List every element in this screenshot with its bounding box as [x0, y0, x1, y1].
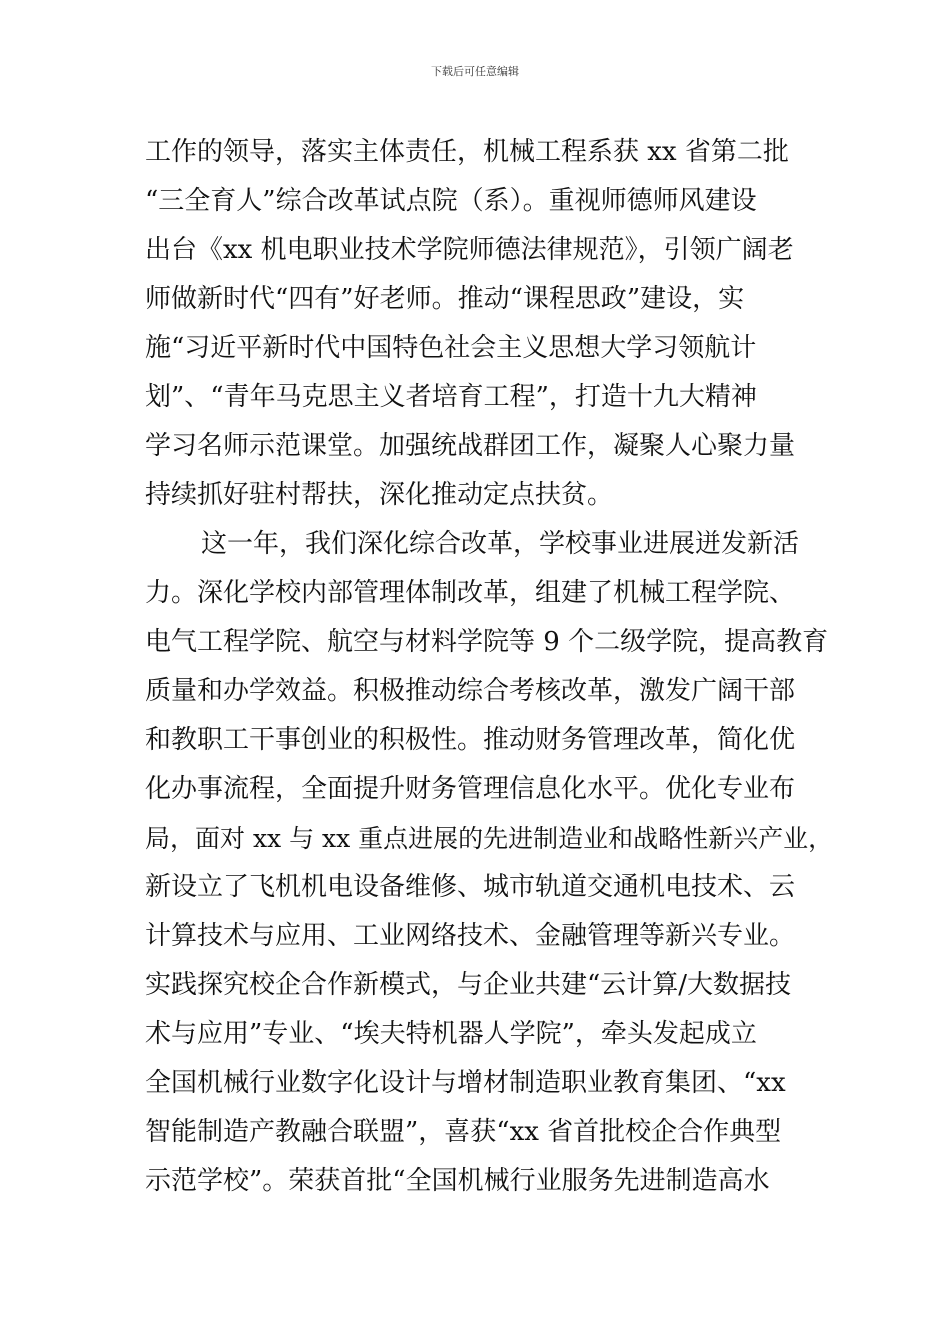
text-line: 这一年，我们深化综合改革，学校事业进展迸发新活 — [201, 529, 800, 559]
text-line: 示范学校”。荣获首批“全国机械行业服务先进制造高水 — [145, 1166, 770, 1196]
text-line: 施“习近平新时代中国特色社会主义思想大学习领航计 — [145, 333, 757, 363]
text-line: 和教职工干事创业的积极性。推动财务管理改革，简化优 — [145, 725, 796, 755]
text-line: 电气工程学院、航空与材料学院等 9 个二级学院，提高教育 — [145, 627, 829, 657]
text-line: 划”、“青年马克思主义者培育工程”，打造十九大精神 — [145, 382, 757, 412]
text-line: 学习名师示范课堂。加强统战群团工作，凝聚人心聚力量 — [145, 431, 796, 461]
paragraph — [145, 520, 835, 1206]
text-line: 化办事流程，全面提升财务管理信息化水平。优化专业布 — [145, 774, 796, 804]
document-body — [145, 128, 835, 1206]
paragraph — [145, 128, 835, 520]
page-header-note: 下载后可任意编辑 — [431, 65, 519, 78]
text-line: 持续抓好驻村帮扶，深化推动定点扶贫。 — [145, 480, 614, 510]
text-line: 智能制造产教融合联盟”，喜获“xx 省首批校企合作典型 — [145, 1117, 782, 1147]
text-line: 新设立了飞机机电设备维修、城市轨道交通机电技术、云 — [145, 872, 796, 902]
text-line: 全国机械行业数字化设计与增材制造职业教育集团、“xx — [145, 1068, 786, 1098]
text-line: “三全育人”综合改革试点院（系）。重视师德师风建设 — [145, 186, 757, 216]
text-line: 工作的领导，落实主体责任，机械工程系获 xx 省第二批 — [145, 137, 789, 167]
text-line: 出台《xx 机电职业技术学院师德法律规范》，引领广阔老 — [145, 235, 794, 265]
text-line: 力。深化学校内部管理体制改革，组建了机械工程学院、 — [145, 578, 796, 608]
text-line: 质量和办学效益。积极推动综合考核改革，激发广阔干部 — [145, 676, 796, 706]
text-line: 师做新时代“四有”好老师。推动“课程思政”建设，实 — [145, 284, 745, 314]
text-line: 计算技术与应用、工业网络技术、金融管理等新兴专业。 — [145, 921, 796, 951]
text-line: 实践探究校企合作新模式，与企业共建“云计算/大数据技 — [145, 970, 792, 1000]
text-line: 局，面对 xx 与 xx 重点进展的先进制造业和战略性新兴产业， — [145, 824, 834, 853]
text-line: 术与应用”专业、“埃夫特机器人学院”，牵头发起成立 — [145, 1019, 757, 1049]
